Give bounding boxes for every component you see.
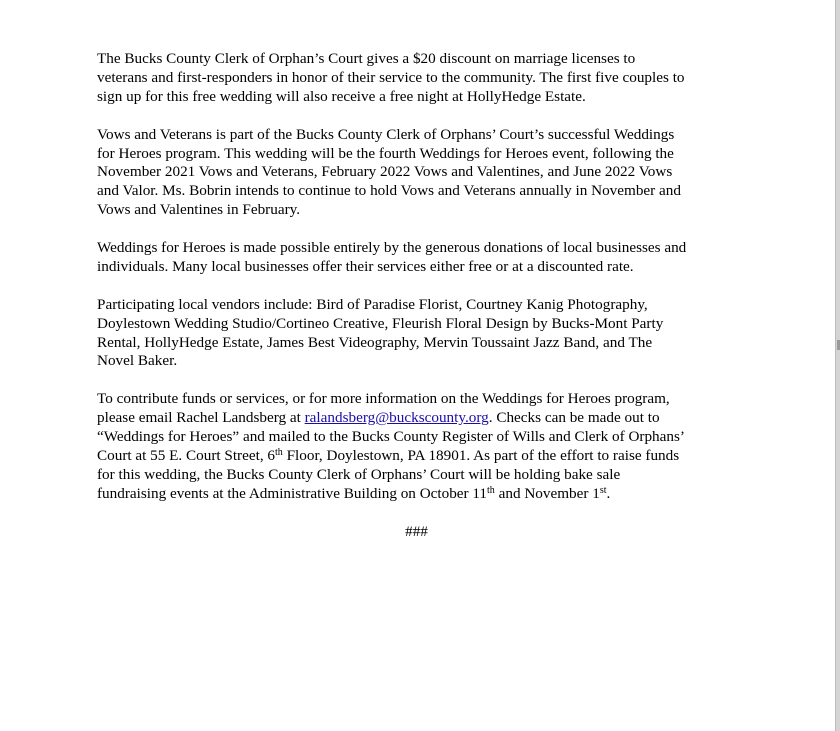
text-fragment: please email Rachel Landsberg at <box>97 409 305 427</box>
paragraph-program <box>97 126 742 221</box>
email-link[interactable]: ralandsberg@buckscounty.org <box>304 409 489 427</box>
paragraph-contact <box>97 390 742 503</box>
document-body <box>97 50 742 560</box>
text-line <box>97 447 742 466</box>
page-edge <box>835 0 840 731</box>
ordinal-suffix: th <box>275 446 283 458</box>
text-line: Rental, HollyHedge Estate, James Best Videography, Mervin Toussaint Jazz Band, and The <box>97 333 653 351</box>
text-line: and Valor. Ms. Bobrin intends to continue to hold Vows and Veterans annually in November and <box>97 182 681 200</box>
text-line: To contribute funds or services, or for more information on the Weddings for Heroes program, <box>97 390 670 408</box>
text-line: individuals. Many local businesses offer their services either free or at a discounted rate. <box>97 257 634 275</box>
text-line: Vows and Valentines in February. <box>97 201 301 219</box>
text-fragment: . Checks can be made out to <box>488 409 660 427</box>
text-fragment: . <box>606 484 611 502</box>
text-line: Vows and Veterans is part of the Bucks County Clerk of Orphans’ Court’s successful Weddings <box>97 125 675 143</box>
paragraph-vendors <box>97 296 742 372</box>
end-mark: ### <box>405 522 428 540</box>
text-line <box>97 409 742 428</box>
paragraph-discount <box>97 50 742 107</box>
text-line: Novel Baker. <box>97 352 178 370</box>
paragraph-donations <box>97 239 742 277</box>
text-line: for this wedding, the Bucks County Clerk of Orphans’ Court will be holding bake sale <box>97 465 621 483</box>
text-line: The Bucks County Clerk of Orphan’s Court gives a $20 discount on marriage licenses to <box>97 50 636 67</box>
text-line: veterans and first-responders in honor of their service to the community. The first five couples to <box>97 68 685 86</box>
text-line: for Heroes program. This wedding will be the fourth Weddings for Heroes event, following the <box>97 144 674 162</box>
ordinal-suffix: st <box>599 484 607 496</box>
text-line: Participating local vendors include: Bird of Paradise Florist, Courtney Kanig Photography, <box>97 295 648 313</box>
text-line: Weddings for Heroes is made possible entirely by the generous donations of local businesses and <box>97 239 687 257</box>
text-line: November 2021 Vows and Veterans, February 2022 Vows and Valentines, and June 2022 Vows <box>97 163 673 181</box>
text-fragment: Floor, Doylestown, PA 18901. As part of the effort to raise funds <box>282 446 680 464</box>
text-line <box>97 485 742 504</box>
text-fragment: Court at 55 E. Court Street, 6 <box>97 446 276 464</box>
ordinal-suffix: th <box>487 484 495 496</box>
text-fragment: fundraising events at the Administrative Building on October 11 <box>97 484 488 502</box>
text-line: sign up for this free wedding will also receive a free night at HollyHedge Estate. <box>97 87 586 105</box>
text-line: “Weddings for Heroes” and mailed to the Bucks County Register of Wills and Clerk of Orphans’ <box>97 428 685 446</box>
text-line: Doylestown Wedding Studio/Cortineo Creative, Fleurish Floral Design by Bucks-Mont Party <box>97 314 664 332</box>
text-fragment: and November 1 <box>494 484 600 502</box>
